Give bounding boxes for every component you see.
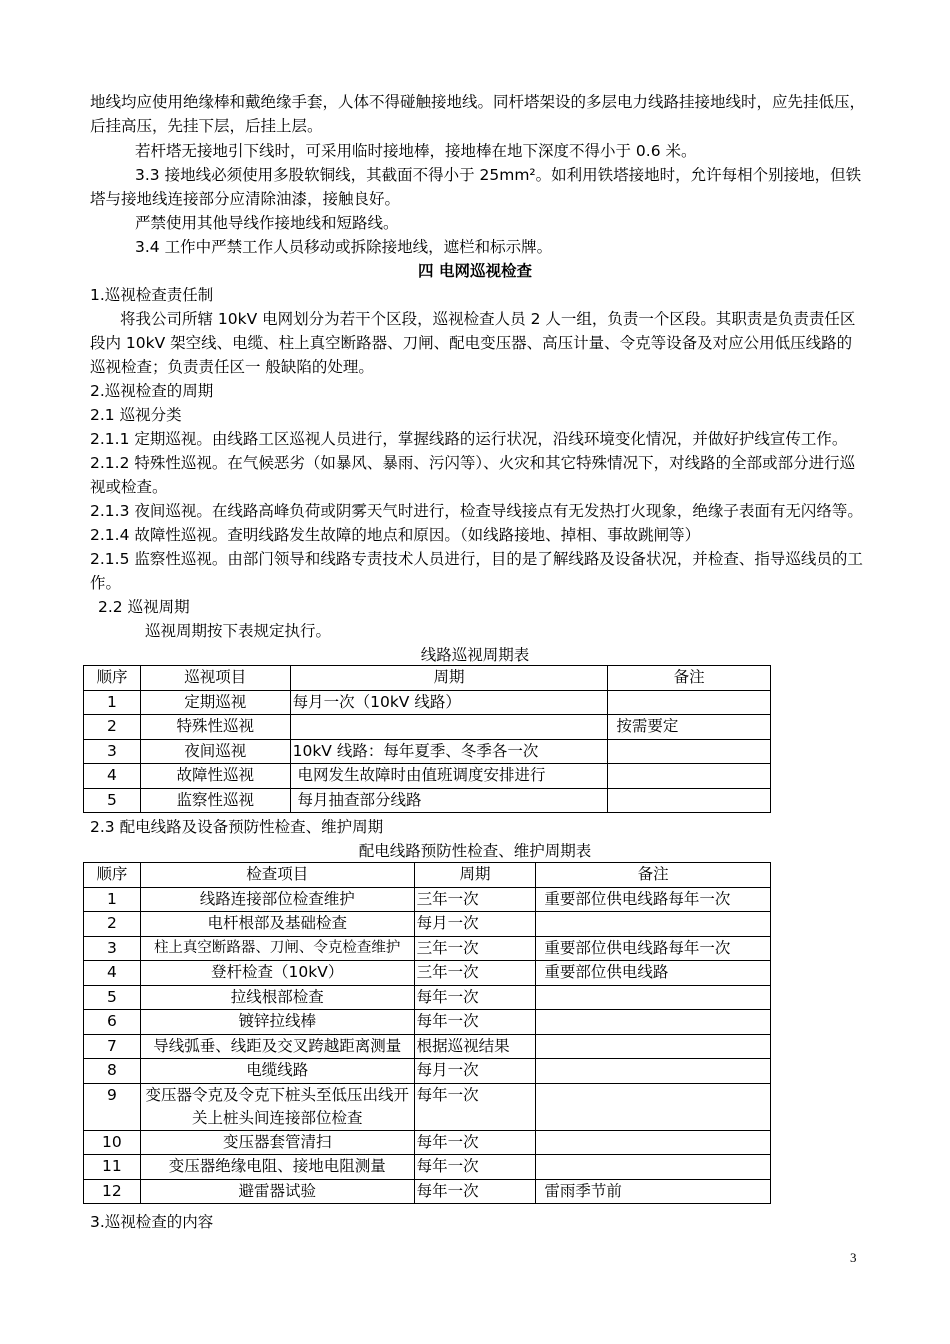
table-cell: 监察性巡视 — [140, 788, 290, 813]
table-cell: 重要部位供电线路每年一次 — [536, 887, 771, 912]
table-row — [84, 936, 771, 961]
subheading-2: 2.巡视检查的周期 — [90, 382, 214, 400]
table-cell: 8 — [84, 1059, 141, 1084]
table-cell: 特殊性巡视 — [140, 715, 290, 740]
item-2-1-2-line2: 视或检查。 — [90, 478, 168, 496]
table-row — [84, 739, 771, 764]
table-row — [84, 690, 771, 715]
table-cell: 3 — [84, 739, 141, 764]
table-cell: 1 — [84, 690, 141, 715]
table-header-cell: 备注 — [608, 666, 771, 691]
table-cell: 三年一次 — [414, 961, 536, 986]
table-cell: 每月抽查部分线路 — [290, 788, 608, 813]
table-row — [84, 715, 771, 740]
table-cell: 镀锌拉线棒 — [140, 1010, 414, 1035]
table-cell: 柱上真空断路器、刀闸、令克检查维护 — [140, 936, 414, 961]
table-cell: 4 — [84, 764, 141, 789]
table-cell — [290, 715, 608, 740]
table-cell: 每年一次 — [414, 1179, 536, 1204]
table-cell: 变压器令克及令克下桩头至低压出线开关上桩头间连接部位检查 — [140, 1083, 414, 1130]
table-cell: 2 — [84, 715, 141, 740]
table-cell: 12 — [84, 1179, 141, 1204]
table-cell — [536, 912, 771, 937]
paragraph-grounding-line1: 地线均应使用绝缘棒和戴绝缘手套，人体不得碰触接地线。同杆塔架设的多层电力线路挂接地线时，应先挂低压， — [90, 93, 866, 111]
paragraph-1-line1: 将我公司所辖 10kV 电网划分为若干个区段，巡视检查人员 2 人一组，负责一个区段。其职责是负责责任区 — [120, 310, 856, 328]
table-row — [84, 985, 771, 1010]
table-cell: 6 — [84, 1010, 141, 1035]
table-header-cell: 顺序 — [84, 863, 141, 888]
table-cell: 电杆根部及基础检查 — [140, 912, 414, 937]
table-cell: 线路连接部位检查维护 — [140, 887, 414, 912]
table-cell — [536, 1034, 771, 1059]
section-heading: 四 电网巡视检查 — [418, 262, 532, 280]
table-cell: 5 — [84, 985, 141, 1010]
table-cell: 每年一次 — [414, 985, 536, 1010]
table-cell: 雷雨季节前 — [536, 1179, 771, 1204]
paragraph-3-4: 3.4 工作中严禁工作人员移动或拆除接地线，遮栏和标示牌。 — [135, 238, 553, 256]
table-row — [84, 1130, 771, 1155]
table-cell: 按需要定 — [608, 715, 771, 740]
item-2-1-2-line1: 2.1.2 特殊性巡视。在气候恶劣（如暴风、暴雨、污闪等）、火灾和其它特殊情况下，对线路的全部或部分进行巡 — [90, 454, 856, 472]
table-cell — [608, 739, 771, 764]
paragraph-3-3-line2: 塔与接地线连接部分应清除油漆，接触良好。 — [90, 190, 401, 208]
subheading-1: 1.巡视检查责任制 — [90, 286, 214, 304]
table-cell — [536, 1130, 771, 1155]
paragraph-temp-ground-rod: 若杆塔无接地引下线时，可采用临时接地棒，接地棒在地下深度不得小于 0.6 米。 — [135, 142, 697, 160]
table-cell: 每月一次（10kV 线路） — [290, 690, 608, 715]
table-row — [84, 912, 771, 937]
table-cell — [536, 1155, 771, 1180]
table-row — [84, 1179, 771, 1204]
table-cell: 10kV 线路：每年夏季、冬季各一次 — [290, 739, 608, 764]
paragraph-grounding-line2: 后挂高压，先挂下层，后挂上层。 — [90, 117, 323, 135]
table-header-row — [84, 863, 771, 888]
table-cell: 电网发生故障时由值班调度安排进行 — [290, 764, 608, 789]
table-cell: 电缆线路 — [140, 1059, 414, 1084]
table-cell: 每年一次 — [414, 1155, 536, 1180]
table-header-cell: 顺序 — [84, 666, 141, 691]
item-2-1-4: 2.1.4 故障性巡视。查明线路发生故障的地点和原因。（如线路接地、掉相、事故跳闸等） — [90, 526, 701, 544]
table-cell — [608, 690, 771, 715]
table-cell — [608, 764, 771, 789]
table-cell: 拉线根部检查 — [140, 985, 414, 1010]
table-cell: 2 — [84, 912, 141, 937]
table-header-cell: 周期 — [414, 863, 536, 888]
table-cell — [536, 1083, 771, 1130]
table-header-cell: 检查项目 — [140, 863, 414, 888]
table2-caption: 配电线路预防性检查、维护周期表 — [358, 842, 592, 860]
paragraph-prohibition: 严禁使用其他导线作接地线和短路线。 — [135, 214, 399, 232]
table-cell: 10 — [84, 1130, 141, 1155]
paragraph-1-line3: 巡视检查；负责责任区一 般缺陷的处理。 — [90, 358, 374, 376]
table-cell: 根据巡视结果 — [414, 1034, 536, 1059]
table1-caption: 线路巡视周期表 — [420, 646, 530, 664]
table-row — [84, 788, 771, 813]
table-cell — [536, 985, 771, 1010]
table-cell: 夜间巡视 — [140, 739, 290, 764]
table-cell: 9 — [84, 1083, 141, 1130]
table-row — [84, 1010, 771, 1035]
table-header-cell: 周期 — [290, 666, 608, 691]
table-cell: 每年一次 — [414, 1010, 536, 1035]
page-number: 3 — [850, 1250, 857, 1265]
paragraph-3-3-line1: 3.3 接地线必须使用多股软铜线，其截面不得小于 25mm²。如利用铁塔接地时，允许每相个别接地，但铁 — [135, 166, 862, 184]
table-cell: 每月一次 — [414, 1059, 536, 1084]
maintenance-cycle-table — [83, 862, 771, 1204]
table-row — [84, 961, 771, 986]
subheading-2-2: 2.2 巡视周期 — [98, 598, 190, 616]
table-cell: 每月一次 — [414, 912, 536, 937]
table-header-cell: 备注 — [536, 863, 771, 888]
table-cell: 重要部位供电线路每年一次 — [536, 936, 771, 961]
table-row — [84, 1155, 771, 1180]
table-row — [84, 1083, 771, 1130]
table-cell: 5 — [84, 788, 141, 813]
table-cell: 7 — [84, 1034, 141, 1059]
table-cell: 变压器套管清扫 — [140, 1130, 414, 1155]
table-cell: 4 — [84, 961, 141, 986]
item-2-1-5-line2: 作。 — [90, 574, 122, 592]
table-cell: 避雷器试验 — [140, 1179, 414, 1204]
table-cell: 变压器绝缘电阻、接地电阻测量 — [140, 1155, 414, 1180]
table-cell: 三年一次 — [414, 936, 536, 961]
table-cell: 三年一次 — [414, 887, 536, 912]
item-2-1-5-line1: 2.1.5 监察性巡视。由部门领导和线路专责技术人员进行，目的是了解线路及设备状况，并检查、指导巡线员的工 — [90, 550, 863, 568]
table-cell: 重要部位供电线路 — [536, 961, 771, 986]
table-row — [84, 1059, 771, 1084]
table-cell — [536, 1059, 771, 1084]
patrol-cycle-table — [83, 665, 771, 813]
table-row — [84, 764, 771, 789]
table-cell: 1 — [84, 887, 141, 912]
table-cell: 故障性巡视 — [140, 764, 290, 789]
table-header-row — [84, 666, 771, 691]
table-cell: 11 — [84, 1155, 141, 1180]
subheading-2-3: 2.3 配电线路及设备预防性检查、维护周期 — [90, 818, 384, 836]
item-2-1-1: 2.1.1 定期巡视。由线路工区巡视人员进行，掌握线路的运行状况，沿线环境变化情况，并做好护线宣传工作。 — [90, 430, 848, 448]
table-cell: 登杆检查（10kV） — [140, 961, 414, 986]
table-cell — [608, 788, 771, 813]
subheading-2-1: 2.1 巡视分类 — [90, 406, 182, 424]
subheading-3: 3.巡视检查的内容 — [90, 1213, 214, 1231]
paragraph-2-2: 巡视周期按下表规定执行。 — [145, 622, 332, 640]
table-cell: 定期巡视 — [140, 690, 290, 715]
table-cell: 导线弧垂、线距及交叉跨越距离测量 — [140, 1034, 414, 1059]
table-cell: 3 — [84, 936, 141, 961]
paragraph-1-line2: 段内 10kV 架空线、电缆、柱上真空断路器、刀闸、配电变压器、高压计量、令克等设备及对应公用低压线路的 — [90, 334, 853, 352]
table-row — [84, 1034, 771, 1059]
item-2-1-3: 2.1.3 夜间巡视。在线路高峰负荷或阴雾天气时进行，检查导线接点有无发热打火现象，绝缘子表面有无闪络等。 — [90, 502, 863, 520]
table-header-cell: 巡视项目 — [140, 666, 290, 691]
table-cell: 每年一次 — [414, 1083, 536, 1130]
table-row — [84, 887, 771, 912]
table-cell — [536, 1010, 771, 1035]
table-cell: 每年一次 — [414, 1130, 536, 1155]
